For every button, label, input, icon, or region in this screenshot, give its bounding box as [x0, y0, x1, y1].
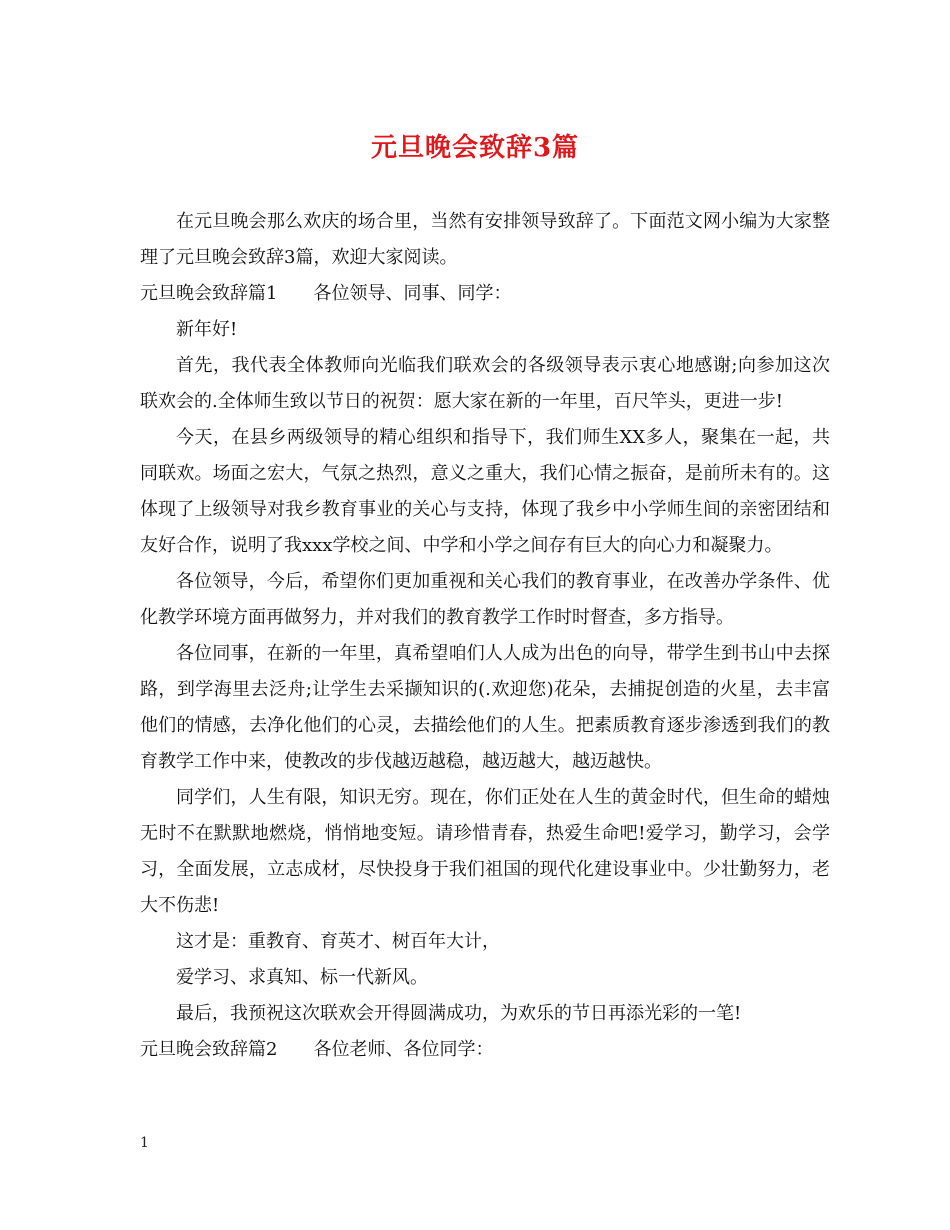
document-body [140, 204, 830, 1068]
students-paragraph: 同学们，人生有限，知识无穷。现在，你们正处在人生的黄金时代，但生命的蜡烛无时不在默默地燃烧，悄悄地变短。请珍惜青春，热爱生命吧!爱学习，勤学习，会学习，全面发展，立志成材，尽快投身于我们祖国的现代化建设事业中。少壮勤努力，老大不伤悲! [140, 787, 830, 916]
motto-line-1: 这才是：重教育、育英才、树百年大计， [176, 931, 500, 952]
section-heading-1 [140, 276, 830, 312]
salutation: 各位领导、同事、同学： [313, 283, 512, 304]
section-title: 元旦晚会致辞篇1 [140, 283, 278, 304]
section-title: 元旦晚会致辞篇2 [140, 1039, 278, 1060]
intro-paragraph: 在元旦晚会那么欢庆的场合里，当然有安排领导致辞了。下面范文网小编为大家整理了元旦晚会致辞3篇，欢迎大家阅读。 [140, 211, 830, 268]
page-number: 1 [140, 1135, 149, 1151]
leaders-paragraph: 各位领导，今后，希望你们更加重视和关心我们的教育事业，在改善办学条件、优化教学环境方面再做努力，并对我们的教育教学工作时时督查，多方指导。 [140, 571, 830, 628]
closing-paragraph: 最后，我预祝这次联欢会开得圆满成功，为欢乐的节日再添光彩的一笔! [176, 1003, 742, 1024]
thanks-paragraph: 首先，我代表全体教师向光临我们联欢会的各级领导表示衷心地感谢;向参加这次联欢会的.全体师生致以节日的祝贺：愿大家在新的一年里，百尺竿头，更进一步! [140, 355, 830, 412]
celebration-paragraph: 今天，在县乡两级领导的精心组织和指导下，我们师生XX多人，聚集在一起，共同联欢。场面之宏大，气氛之热烈，意义之重大，我们心情之振奋，是前所未有的。这体现了上级领导对我乡教育事业的关心与支持，体现了我乡中小学师生间的亲密团结和友好合作，说明了我xxx学校之间、中学和小学之间存有巨大的向心力和凝聚力。 [140, 427, 830, 556]
greeting-paragraph: 新年好! [176, 319, 238, 340]
salutation: 各位老师、各位同学： [313, 1039, 494, 1060]
motto-line-2: 爱学习、求真知、标一代新风。 [176, 967, 428, 988]
document-title: 元旦晚会致辞3篇 [370, 133, 580, 163]
section-heading-2 [140, 1032, 830, 1068]
colleagues-paragraph: 各位同事，在新的一年里，真希望咱们人人成为出色的向导，带学生到书山中去探路，到学海里去泛舟;让学生去采撷知识的(.欢迎您)花朵，去捕捉创造的火星，去丰富他们的情感，去净化他们的心灵，去描绘他们的人生。把素质教育逐步渗透到我们的教育教学工作中来，使教改的步伐越迈越稳，越迈越大，越迈越快。 [140, 643, 830, 772]
